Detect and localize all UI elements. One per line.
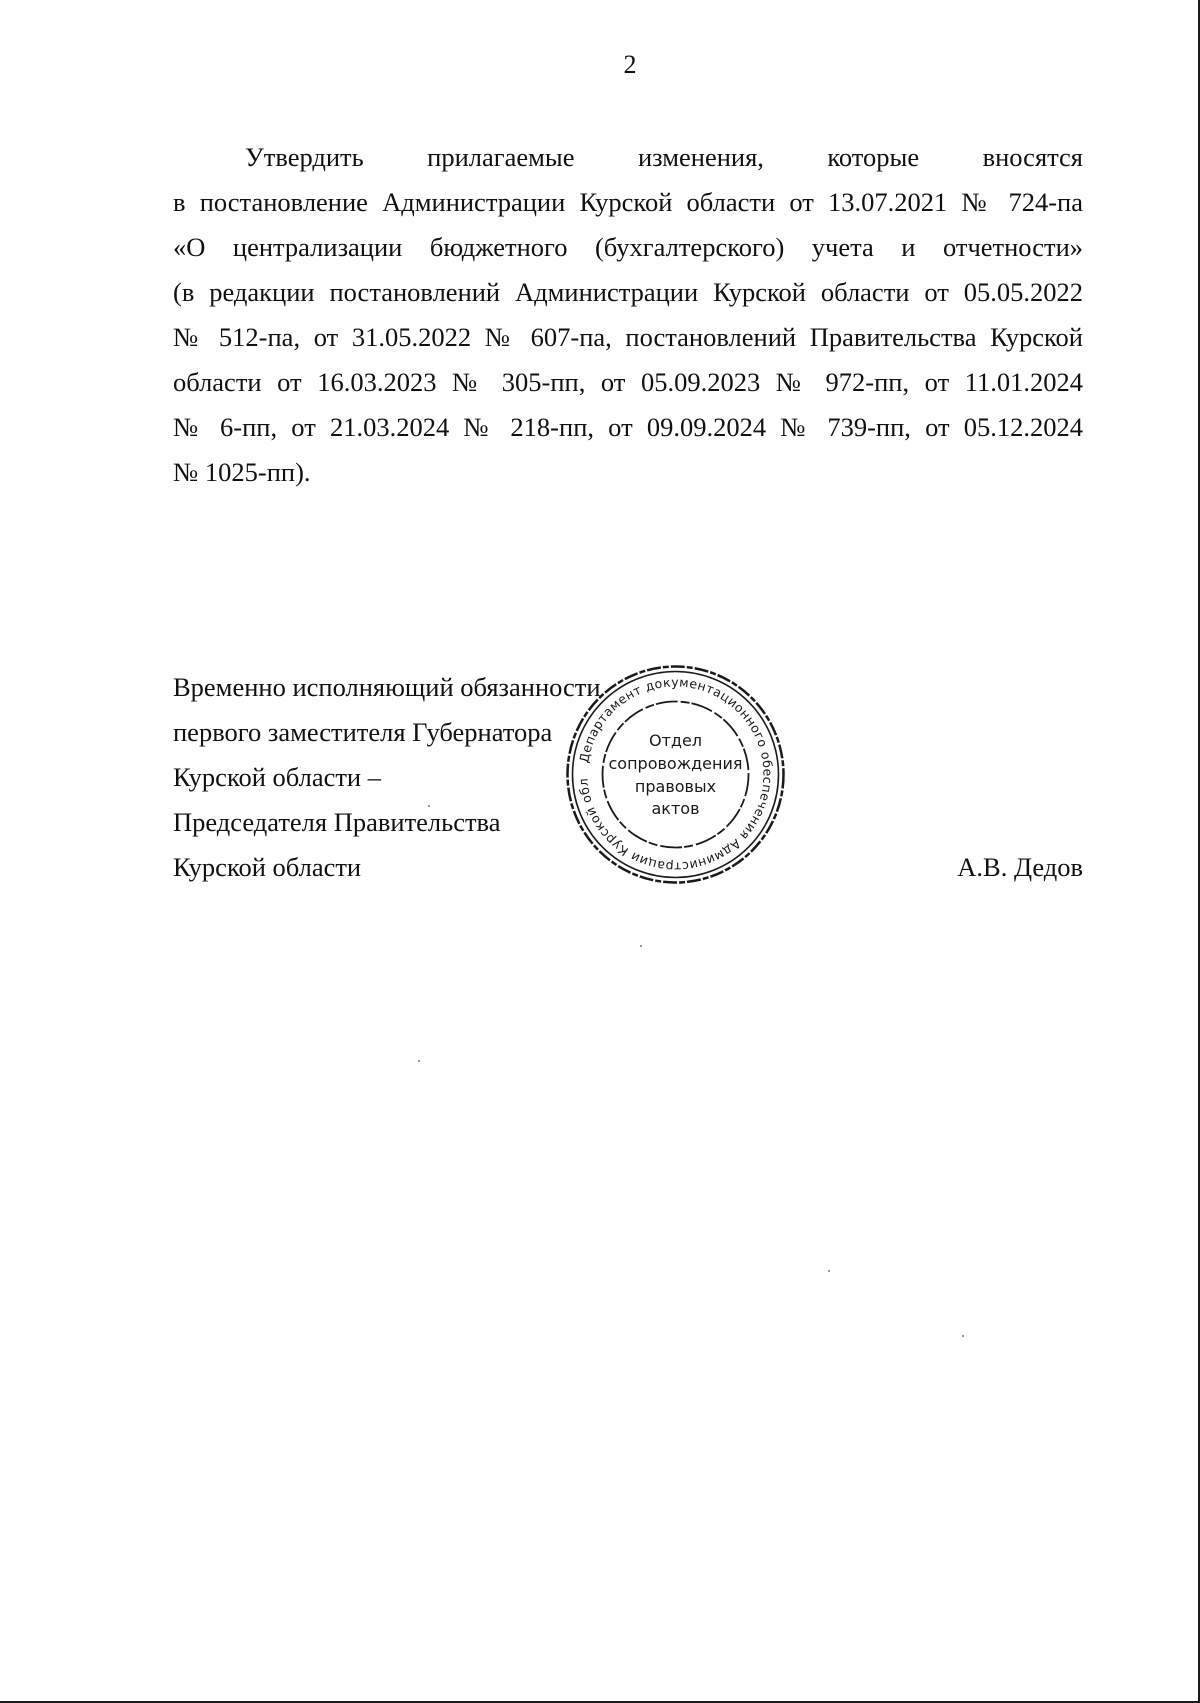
scan-speck <box>962 1335 964 1337</box>
stamp-inner-line: Отдел <box>648 731 703 750</box>
scan-speck <box>828 1270 830 1272</box>
stamp-inner-line: правовых <box>634 777 717 796</box>
paragraph-line: (в редакции постановлений Администрации Курской области от 05.05.2022 <box>173 277 1083 307</box>
signatory-name: А.В. Дедов <box>957 852 1083 882</box>
page-number: 2 <box>623 50 637 79</box>
stamp-outer-ring <box>568 667 784 883</box>
stamp-inner-line: сопровождения <box>608 754 743 773</box>
signatory-position-line: Председателя Правительства <box>173 807 501 837</box>
paragraph-line: «О централизации бюджетного (бухгалтерского) учета и отчетности» <box>173 232 1083 262</box>
paragraph-line: в постановление Администрации Курской области от 13.07.2021 № 724-па <box>173 187 1083 217</box>
paragraph-line: № 6-пп, от 21.03.2024 № 218-пп, от 09.09.2024 № 739-пп, от 05.12.2024 <box>173 412 1083 442</box>
stamp-inner-line: актов <box>651 799 700 818</box>
stamp-outer-text: Департамент документационного обеспечения Администрации Курской обл <box>575 674 776 875</box>
scan-speck <box>418 1060 420 1062</box>
signatory-position-line: Временно исполняющий обязанности <box>173 672 601 702</box>
department-stamp <box>563 662 788 887</box>
scan-speck <box>640 945 642 947</box>
paragraph-line: № 1025-пп). <box>173 457 311 487</box>
signatory-position-line: первого заместителя Губернатора <box>173 717 553 747</box>
scan-speck <box>428 805 430 807</box>
paragraph-line: Утвердить прилагаемые изменения, которые вносятся <box>245 142 1083 172</box>
paragraph-line: № 512-па, от 31.05.2022 № 607-па, постановлений Правительства Курской <box>173 322 1083 352</box>
signatory-position-line: Курской области – <box>173 762 381 792</box>
stamp-inner-ring <box>603 702 749 848</box>
signatory-position-line: Курской области <box>173 852 362 882</box>
paragraph-line: области от 16.03.2023 № 305-пп, от 05.09.2023 № 972-пп, от 11.01.2024 <box>173 367 1083 397</box>
resolution-paragraph <box>173 135 1083 495</box>
